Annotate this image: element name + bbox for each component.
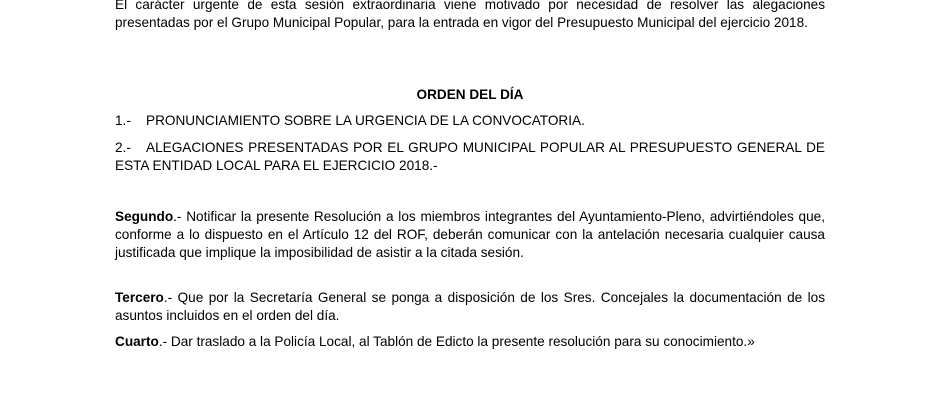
resolution-text: .- Dar traslado a la Policía Local, al Tablón de Edicto la presente resolución para su conocimiento.» [158,334,755,349]
resolution-tercero [115,289,825,325]
resolution-cuarto [115,333,825,351]
agenda-item-number: 1.- [115,113,131,128]
intro-paragraph: El carácter urgente de esta sesión extraordinaria viene motivado por necesidad de resolver las alegaciones presentadas por el Grupo Municipal Popular, para la entrada en vigor del Presupuesto Municipal del ejercicio 2018. [115,0,825,30]
agenda-title: ORDEN DEL DÍA [416,87,524,102]
resolution-lead: Cuarto [115,334,159,349]
agenda-item [115,139,825,175]
resolution-lead: Segundo [115,209,174,224]
resolution-text: .- Notificar la presente Resolución a los miembros integrantes del Ayuntamiento-Pleno, advirtiéndoles que, conforme a lo dispuesto en el Artículo 12 del ROF, deberán comunicar con la antelación necesaria cualquier causa justificada que implique la imposibilidad de asistir a la citada sesión. [115,209,825,260]
resolution-text: .- Que por la Secretaría General se ponga a disposición de los Sres. Concejales la documentación de los asuntos incluidos en el orden del día. [115,290,825,323]
agenda-item-text: ALEGACIONES PRESENTADAS POR EL GRUPO MUNICIPAL POPULAR AL PRESUPUESTO GENERAL DE ESTA ENTIDAD LOCAL PARA EL EJERCICIO 2018.- [115,140,825,173]
resolution-lead: Tercero [115,290,164,305]
resolution-segundo [115,208,825,261]
agenda-item-number: 2.- [115,140,131,155]
agenda-item [115,112,825,130]
agenda-item-text: PRONUNCIAMIENTO SOBRE LA URGENCIA DE LA CONVOCATORIA. [146,113,585,128]
